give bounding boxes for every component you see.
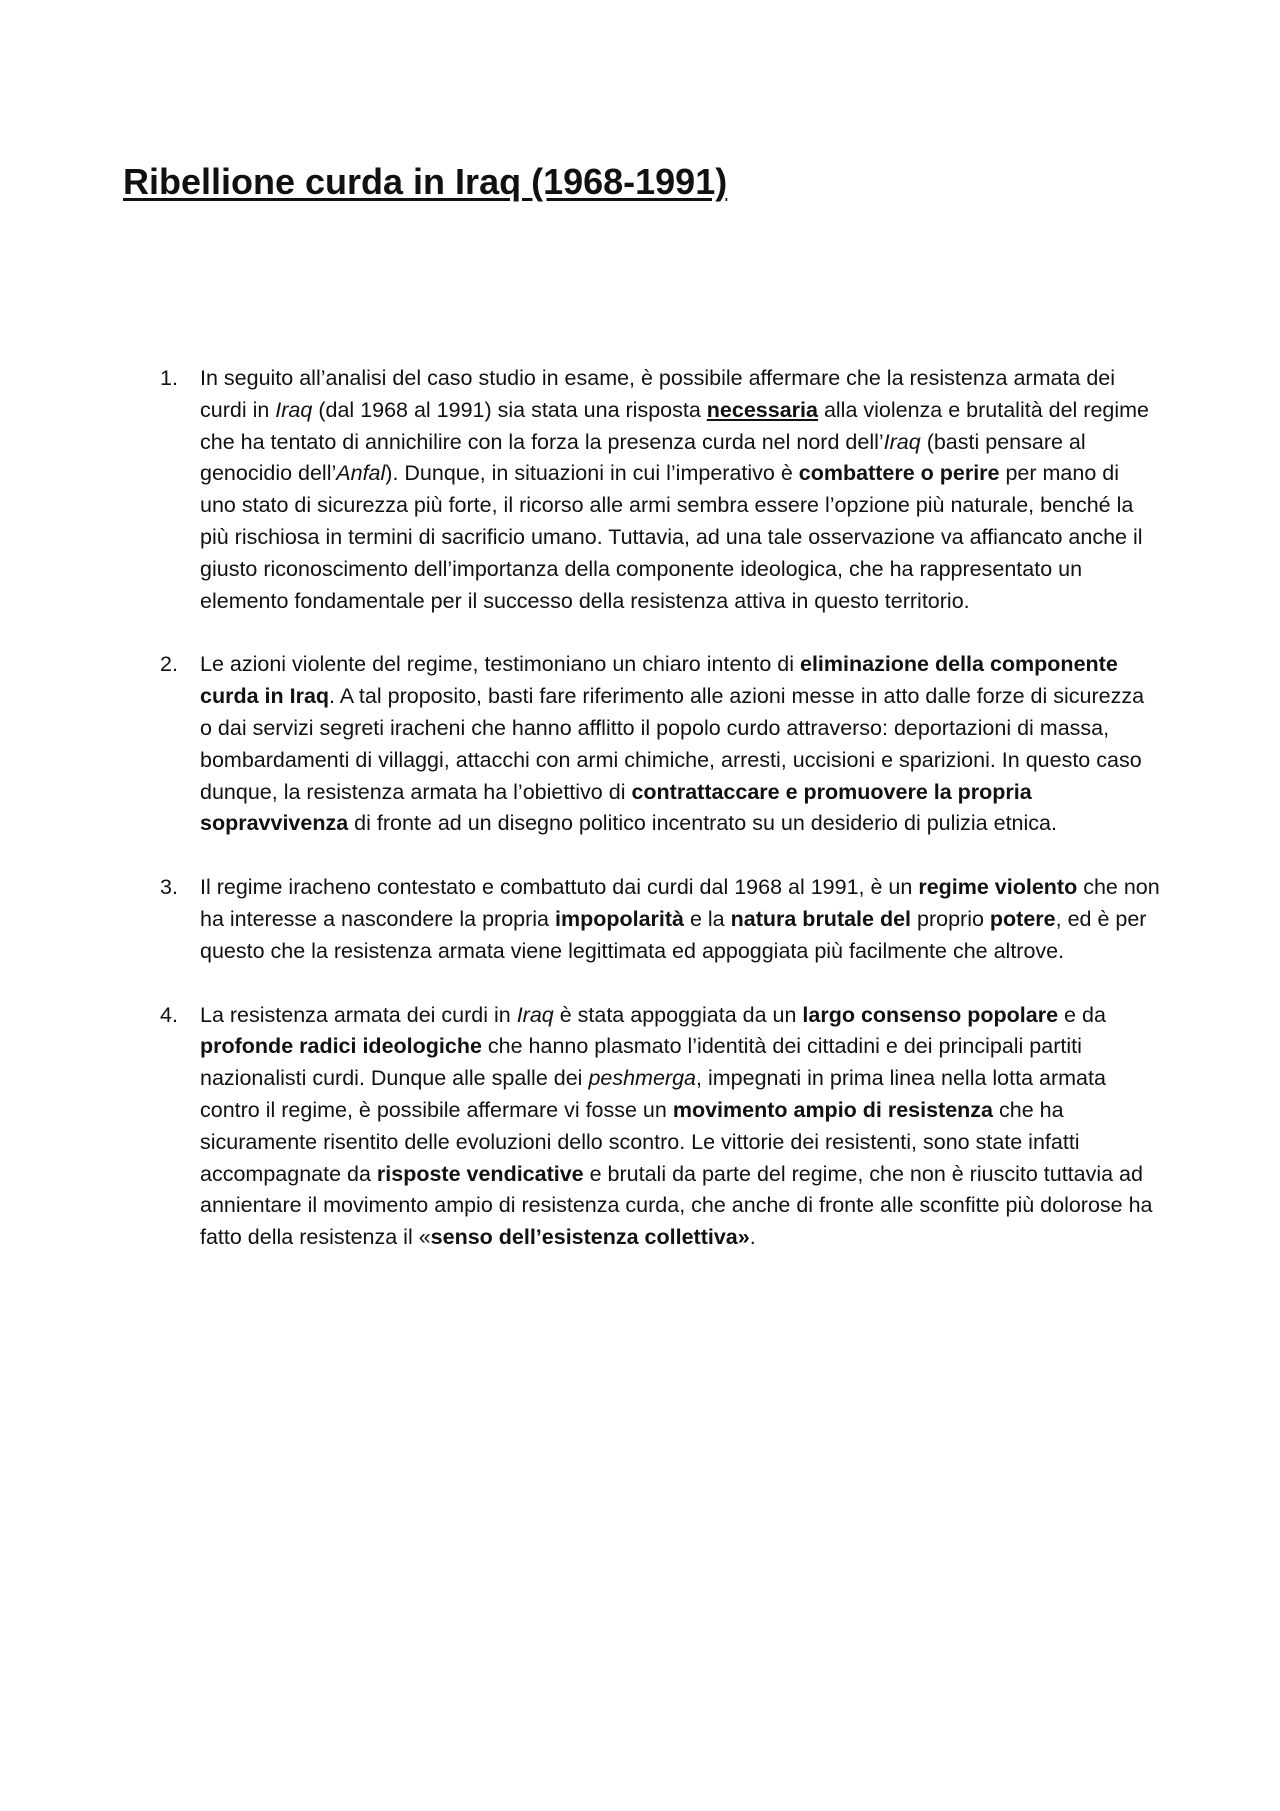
text-segment: Il regime iracheno contestato e combattuto dai curdi dal 1968 al 1991, è un <box>200 875 919 900</box>
text-segment: . A tal proposito, basti fare riferimento alle azioni messe in atto dalle forze di sicurezza o dai servizi segreti iracheni che hanno afflitto il popolo curdo attraverso: deportazioni di massa, bombardamenti di villaggi, attacchi con armi chimiche, arresti, uccisioni e sparizioni. In questo caso dunque, la resistenza armata ha l’obiettivo di <box>200 684 1145 804</box>
text-segment: impopolarità <box>554 906 684 931</box>
text-segment: In seguito all’analisi del caso studio in esame, è possibile affermare che la resistenza armata dei curdi in <box>200 366 1116 422</box>
list-item-text <box>200 652 1144 835</box>
text-segment: movimento ampio di resistenza <box>672 1097 994 1122</box>
list-item <box>160 1000 1160 1254</box>
text-segment: Iraq <box>275 397 313 422</box>
list-item-number: 3. <box>160 875 178 900</box>
list-item-text <box>200 875 1160 963</box>
text-segment: alla violenza e brutalità del regime che ha tentato di annichilire con la forza la presenza curda nel nord dell’ <box>200 397 1150 454</box>
text-segment: e la <box>684 906 731 931</box>
text-segment: Iraq <box>516 1002 554 1027</box>
text-segment: Anfal <box>336 461 386 486</box>
text-segment: che ha sicuramente risentito delle evoluzioni dello scontro. Le vittorie dei resistenti, sono state infatti accompagnate da <box>200 1097 1080 1186</box>
list-item-number: 2. <box>160 652 178 677</box>
text-segment: necessaria <box>706 397 818 422</box>
text-segment: Le azioni violente del regime, testimoniano un chiaro intento di <box>200 652 800 677</box>
document-title: Ribellione curda in Iraq (1968-1991) <box>123 161 728 202</box>
text-segment: . <box>749 1225 756 1250</box>
text-segment: ). Dunque, in situazioni in cui l’imperativo è <box>385 461 799 486</box>
text-segment: per mano di uno stato di sicurezza più forte, il ricorso alle armi sembra essere l’opzione più naturale, benché la più rischiosa in termini di sacrificio umano. Tuttavia, ad una tale osservazione va affiancato anche il giusto riconoscimento dell’importanza della componente ideologica, che ha rappresentato un elemento fondamentale per il successo della resistenza attiva in questo territorio. <box>200 461 1143 613</box>
text-segment: senso dell’esistenza collettiva» <box>430 1225 750 1250</box>
list-item <box>160 872 1160 967</box>
text-segment: contrattaccare e promuovere la propria sopravvivenza <box>200 779 1032 836</box>
text-segment: potere <box>989 906 1056 931</box>
list-item-number: 1. <box>160 366 178 390</box>
text-segment: è stata appoggiata da un <box>553 1002 803 1027</box>
text-segment: e da <box>1058 1002 1106 1027</box>
text-segment: regime violento <box>918 875 1078 900</box>
text-segment: (basti pensare al genocidio dell’ <box>200 429 1086 486</box>
text-segment: peshmerga <box>588 1066 697 1091</box>
text-segment: La resistenza armata dei curdi in <box>200 1002 517 1027</box>
text-segment: che non ha interesse a nascondere la propria <box>200 875 1160 931</box>
text-segment: di fronte ad un disegno politico incentrato su un desiderio di pulizia etnica. <box>348 811 1057 836</box>
list-item-number: 4. <box>160 1002 178 1027</box>
text-segment: , ed è per questo che la resistenza armata viene legittimata ed appoggiata più facilmente che altrove. <box>200 906 1147 963</box>
list-item-text <box>200 1003 1153 1250</box>
text-segment: eliminazione della componente curda in Iraq <box>200 652 1118 709</box>
text-segment: largo consenso popolare <box>802 1002 1059 1027</box>
list-item <box>160 649 1160 840</box>
text-segment: combattere o perire <box>798 461 1000 486</box>
text-segment: risposte vendicative <box>376 1161 584 1186</box>
text-segment: natura brutale del <box>730 906 912 931</box>
text-segment: (dal 1968 al 1991) sia stata una risposta <box>312 397 707 422</box>
text-segment: profonde radici ideologiche <box>200 1034 482 1059</box>
list-item-text <box>200 366 1149 613</box>
numbered-list <box>160 363 1160 1286</box>
text-segment: , impegnati in prima linea nella lotta armata contro il regime, è possibile affermare vi fosse un <box>200 1066 1106 1122</box>
text-segment: proprio <box>911 906 990 931</box>
text-segment: che hanno plasmato l’identità dei cittadini e dei principali partiti nazionalisti curdi. Dunque alle spalle dei <box>200 1034 1082 1091</box>
text-segment: e brutali da parte del regime, che non è riuscito tuttavia ad annientare il movimento ampio di resistenza curda, che anche di fronte alle sconfitte più dolorose ha fatto della resistenza il « <box>200 1161 1153 1250</box>
text-segment: Iraq <box>883 429 921 454</box>
list-item <box>160 363 1160 617</box>
